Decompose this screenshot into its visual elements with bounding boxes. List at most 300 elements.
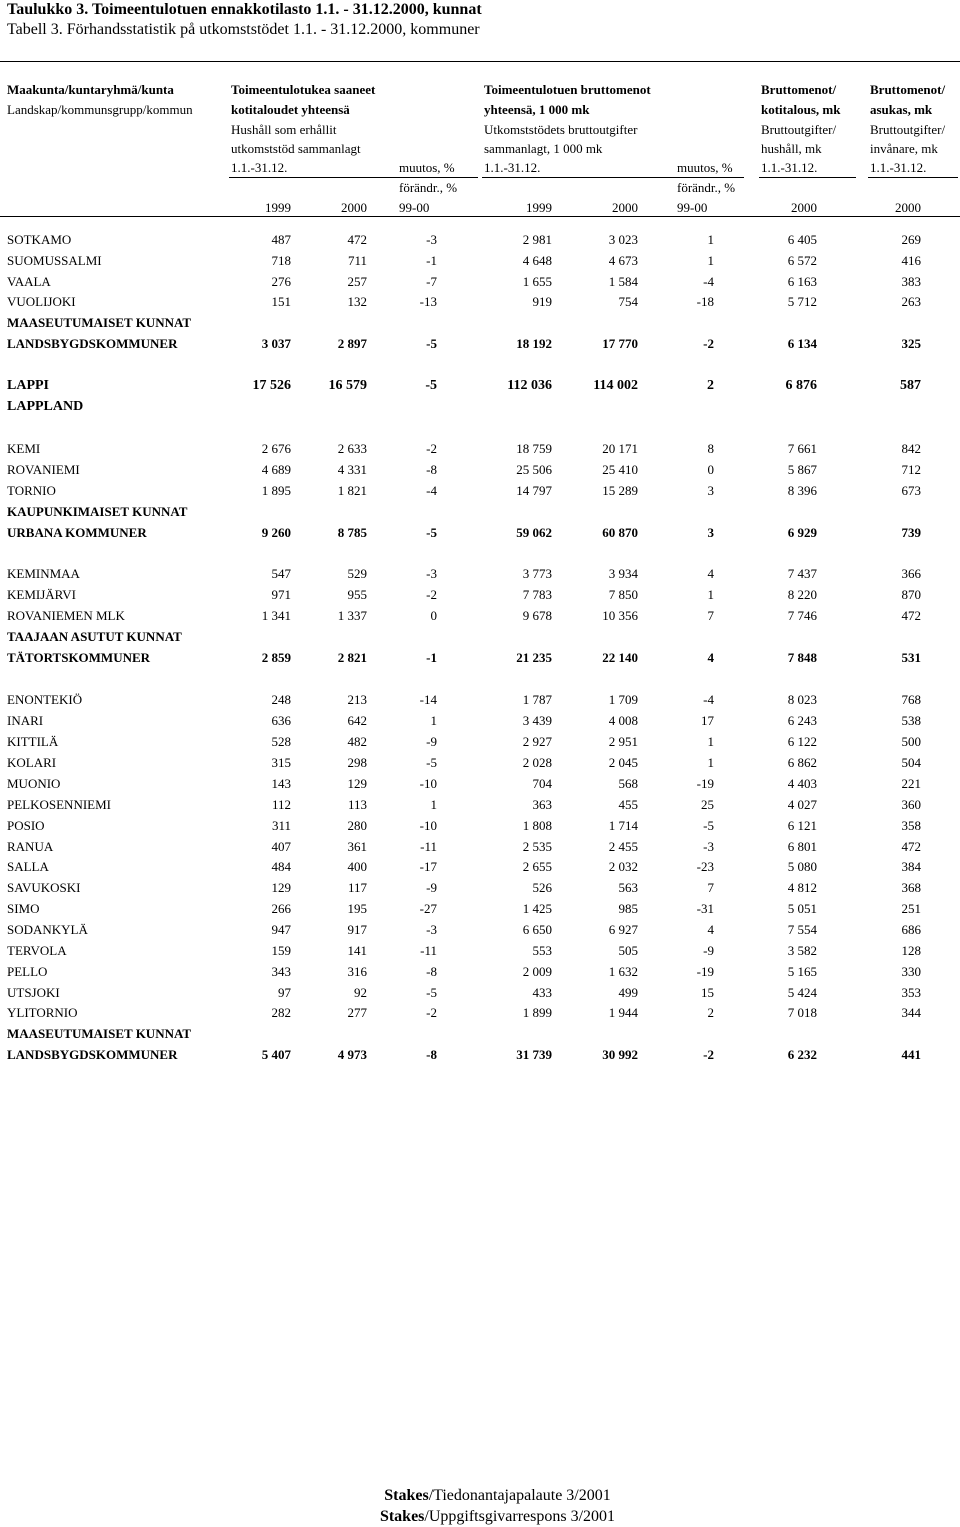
expenditure-1999-cell: 2 655 (522, 859, 552, 874)
households-2000-cell: 955 (347, 587, 367, 602)
header-per-capita-fi-1: Bruttomenot/ (870, 82, 946, 97)
expenditure-per-household-cell: 7 554 (787, 922, 817, 937)
expenditure-per-household-cell: 6 243 (787, 713, 817, 728)
expenditure-change-cell: 4 (707, 922, 714, 937)
expenditure-change-cell: 1 (707, 734, 714, 749)
households-2000-cell: 472 (347, 232, 367, 247)
expenditure-1999-cell: 2 535 (522, 839, 552, 854)
table-row (0, 982, 960, 1003)
expenditure-per-capita-cell: 587 (900, 378, 921, 393)
municipality-name: KEMI (7, 441, 41, 456)
table-row (0, 898, 960, 919)
expenditure-1999-cell: 21 235 (516, 650, 552, 665)
municipality-name: TORNIO (7, 483, 56, 498)
expenditure-per-household-cell: 4 027 (787, 797, 817, 812)
expenditure-per-capita-cell: 251 (901, 901, 921, 916)
expenditure-per-capita-cell: 344 (901, 1005, 921, 1020)
municipality-name: INARI (7, 713, 44, 728)
households-2000-cell: 195 (347, 901, 367, 916)
header-period-per-household: 1.1.-31.12. (761, 160, 818, 175)
header-rule-households (229, 177, 478, 178)
table-title-fi: Taulukko 3. Toimeentulotuen ennakkotilasto 1.1. - 31.12.2000, kunnat (7, 1, 482, 18)
expenditure-per-household-cell: 5 867 (787, 462, 817, 477)
table-row (0, 877, 960, 898)
table-row (0, 752, 960, 773)
table-row (0, 961, 960, 982)
households-1999-cell: 718 (271, 253, 291, 268)
households-change-cell: -4 (426, 483, 437, 498)
expenditure-per-household-cell: 6 122 (787, 734, 817, 749)
table-row (0, 271, 960, 292)
expenditure-1999-cell: 59 062 (516, 525, 552, 540)
municipality-name: MAASEUTUMAISET KUNNAT (7, 315, 192, 330)
expenditure-1999-cell: 1 655 (522, 274, 552, 289)
expenditure-1999-cell: 6 650 (522, 922, 552, 937)
expenditure-per-household-cell: 5 165 (787, 964, 817, 979)
expenditure-1999-cell: 1 787 (522, 692, 552, 707)
expenditure-1999-cell: 1 425 (522, 901, 552, 916)
municipality-name: KAUPUNKIMAISET KUNNAT (7, 504, 188, 519)
header-per-household-fi-1: Bruttomenot/ (761, 82, 837, 97)
table-row (0, 710, 960, 731)
table-row (0, 333, 960, 354)
expenditure-change-cell: 1 (707, 755, 714, 770)
header-period-per-capita: 1.1.-31.12. (870, 160, 927, 175)
expenditure-2000-cell: 1 944 (608, 1005, 638, 1020)
expenditure-per-household-cell: 8 220 (787, 587, 817, 602)
households-2000-cell: 711 (347, 253, 367, 268)
expenditure-1999-cell: 9 678 (522, 608, 552, 623)
municipality-name: VUOLIJOKI (7, 294, 76, 309)
table-row (0, 836, 960, 857)
header-expenditure-fi-2: yhteensä, 1 000 mk (484, 102, 590, 117)
table-row (0, 1023, 960, 1044)
expenditure-2000-cell: 1 632 (608, 964, 638, 979)
households-1999-cell: 636 (271, 713, 291, 728)
households-1999-cell: 2 859 (261, 650, 291, 665)
header-year-2000-per-household: 2000 (791, 200, 817, 215)
households-1999-cell: 9 260 (261, 525, 291, 540)
expenditure-per-capita-cell: 712 (901, 462, 921, 477)
table-row (0, 856, 960, 877)
households-1999-cell: 97 (278, 985, 291, 1000)
households-change-cell: -1 (426, 650, 437, 665)
municipality-name: SOTKAMO (7, 232, 72, 247)
expenditure-1999-cell: 1 808 (522, 818, 552, 833)
table-row (0, 940, 960, 961)
expenditure-2000-cell: 25 410 (602, 462, 638, 477)
expenditure-per-capita-cell: 383 (901, 274, 921, 289)
expenditure-1999-cell: 2 981 (522, 232, 552, 247)
households-change-cell: -14 (419, 692, 437, 707)
municipality-name: ROVANIEMI (7, 462, 80, 477)
footer-text-sv: /Uppgiftsgivarrespons 3/2001 (424, 1508, 616, 1525)
header-rule-expenditure (482, 177, 744, 178)
table-row (0, 815, 960, 836)
expenditure-per-household-cell: 7 661 (787, 441, 817, 456)
expenditure-2000-cell: 2 032 (608, 859, 638, 874)
households-change-cell: -1 (426, 253, 437, 268)
expenditure-2000-cell: 7 850 (608, 587, 638, 602)
footer-text-fi: /Tiedonantajapalaute 3/2001 (428, 1487, 611, 1504)
expenditure-per-household-cell: 6 405 (787, 232, 817, 247)
expenditure-per-household-cell: 6 134 (787, 336, 817, 351)
table-row (0, 438, 960, 459)
households-change-cell: -5 (426, 525, 437, 540)
expenditure-change-cell: 15 (701, 985, 714, 1000)
expenditure-per-capita-cell: 472 (901, 608, 921, 623)
expenditure-per-household-cell: 4 812 (787, 880, 817, 895)
households-change-cell: -2 (426, 1005, 437, 1020)
expenditure-1999-cell: 553 (532, 943, 552, 958)
households-2000-cell: 277 (347, 1005, 367, 1020)
households-change-cell: -5 (426, 755, 437, 770)
header-change-fi-expenditure: muutos, % (677, 160, 733, 175)
expenditure-change-cell: 2 (707, 378, 714, 393)
expenditure-per-household-cell: 8 023 (787, 692, 817, 707)
households-1999-cell: 276 (271, 274, 291, 289)
expenditure-per-household-cell: 6 163 (787, 274, 817, 289)
header-change-years-expenditure: 99-00 (677, 200, 708, 215)
expenditure-change-cell: 1 (707, 232, 714, 247)
municipality-name: SIMO (7, 901, 40, 916)
households-change-cell: -13 (419, 294, 437, 309)
header-year-2000-expenditure: 2000 (612, 200, 638, 215)
expenditure-change-cell: -2 (703, 1047, 714, 1062)
households-1999-cell: 528 (271, 734, 291, 749)
expenditure-2000-cell: 1 709 (608, 692, 638, 707)
households-1999-cell: 947 (271, 922, 291, 937)
expenditure-per-household-cell: 6 572 (787, 253, 817, 268)
households-change-cell: -3 (426, 566, 437, 581)
expenditure-per-capita-cell: 325 (901, 336, 921, 351)
expenditure-change-cell: -19 (696, 964, 714, 979)
header-rule-per-household (759, 177, 856, 178)
expenditure-2000-cell: 15 289 (602, 483, 638, 498)
expenditure-per-household-cell: 6 862 (787, 755, 817, 770)
municipality-name: SODANKYLÄ (7, 922, 88, 937)
municipality-name: YLITORNIO (7, 1005, 78, 1020)
households-2000-cell: 4 973 (337, 1047, 367, 1062)
households-2000-cell: 2 633 (337, 441, 367, 456)
expenditure-change-cell: 7 (707, 608, 714, 623)
table-row (0, 626, 960, 647)
expenditure-per-capita-cell: 673 (901, 483, 921, 498)
households-1999-cell: 143 (271, 776, 291, 791)
table-row (0, 584, 960, 605)
households-2000-cell: 2 897 (337, 336, 367, 351)
expenditure-2000-cell: 3 934 (608, 566, 638, 581)
expenditure-change-cell: 3 (707, 483, 714, 498)
expenditure-per-capita-cell: 360 (901, 797, 921, 812)
header-period-expenditure: 1.1.-31.12. (484, 160, 541, 175)
expenditure-change-cell: 7 (707, 880, 714, 895)
expenditure-change-cell: -3 (703, 839, 714, 854)
households-change-cell: -9 (426, 734, 437, 749)
header-per-household-sv-2: hushåll, mk (761, 141, 822, 156)
households-1999-cell: 484 (271, 859, 291, 874)
expenditure-per-household-cell: 6 801 (787, 839, 817, 854)
header-year-2000-per-capita: 2000 (895, 200, 921, 215)
expenditure-change-cell: -31 (696, 901, 714, 916)
municipality-name: URBANA KOMMUNER (7, 525, 147, 540)
header-households-sv-2: utkomststöd sammanlagt (231, 141, 361, 156)
expenditure-per-household-cell: 8 396 (787, 483, 817, 498)
households-2000-cell: 8 785 (337, 525, 367, 540)
households-change-cell: -5 (426, 985, 437, 1000)
table-row (0, 563, 960, 584)
table-row (0, 375, 960, 396)
expenditure-per-capita-cell: 368 (901, 880, 921, 895)
table-row (0, 250, 960, 271)
header-change-sv-expenditure: förändr., % (677, 180, 736, 195)
households-1999-cell: 1 895 (261, 483, 291, 498)
households-1999-cell: 17 526 (252, 378, 291, 393)
table-row (0, 480, 960, 501)
expenditure-2000-cell: 10 356 (602, 608, 638, 623)
expenditure-1999-cell: 2 028 (522, 755, 552, 770)
expenditure-change-cell: 25 (701, 797, 714, 812)
households-2000-cell: 280 (347, 818, 367, 833)
expenditure-change-cell: -19 (696, 776, 714, 791)
expenditure-change-cell: 17 (701, 713, 714, 728)
expenditure-1999-cell: 3 773 (522, 566, 552, 581)
municipality-name: RANUA (7, 839, 54, 854)
header-top-rule (0, 61, 960, 62)
header-bottom-rule (0, 216, 960, 217)
expenditure-change-cell: 0 (707, 462, 714, 477)
header-period-households: 1.1.-31.12. (231, 160, 288, 175)
expenditure-2000-cell: 455 (618, 797, 638, 812)
households-1999-cell: 487 (271, 232, 291, 247)
expenditure-per-household-cell: 6 232 (787, 1047, 817, 1062)
expenditure-per-capita-cell: 330 (901, 964, 921, 979)
households-2000-cell: 92 (354, 985, 367, 1000)
households-1999-cell: 2 676 (261, 441, 291, 456)
households-1999-cell: 315 (271, 755, 291, 770)
households-1999-cell: 547 (271, 566, 291, 581)
expenditure-per-capita-cell: 686 (901, 922, 921, 937)
expenditure-per-household-cell: 4 403 (787, 776, 817, 791)
municipality-name: TERVOLA (7, 943, 67, 958)
table-row (0, 919, 960, 940)
households-change-cell: -7 (426, 274, 437, 289)
header-area-fi: Maakunta/kuntaryhmä/kunta (7, 82, 174, 97)
expenditure-2000-cell: 4 008 (608, 713, 638, 728)
households-2000-cell: 16 579 (328, 378, 367, 393)
households-1999-cell: 151 (271, 294, 291, 309)
expenditure-2000-cell: 2 951 (608, 734, 638, 749)
expenditure-2000-cell: 499 (618, 985, 638, 1000)
expenditure-per-household-cell: 5 424 (787, 985, 817, 1000)
expenditure-per-capita-cell: 269 (901, 232, 921, 247)
expenditure-change-cell: -5 (703, 818, 714, 833)
expenditure-1999-cell: 25 506 (516, 462, 552, 477)
expenditure-per-capita-cell: 739 (901, 525, 921, 540)
expenditure-per-household-cell: 7 018 (787, 1005, 817, 1020)
expenditure-2000-cell: 22 140 (602, 650, 638, 665)
expenditure-per-capita-cell: 500 (901, 734, 921, 749)
footer-org-fi: Stakes (384, 1487, 429, 1504)
households-change-cell: -17 (419, 859, 437, 874)
expenditure-2000-cell: 6 927 (608, 922, 638, 937)
table-row (0, 522, 960, 543)
households-1999-cell: 407 (271, 839, 291, 854)
table-row (0, 229, 960, 250)
municipality-name: VAALA (7, 274, 51, 289)
expenditure-per-capita-cell: 504 (901, 755, 921, 770)
municipality-name: KITTILÄ (7, 734, 59, 749)
municipality-name: LANDSBYGDSKOMMUNER (7, 1047, 178, 1062)
households-change-cell: -9 (426, 880, 437, 895)
expenditure-per-household-cell: 7 437 (787, 566, 817, 581)
municipality-name: KEMINMAA (7, 566, 80, 581)
expenditure-2000-cell: 30 992 (602, 1047, 638, 1062)
households-2000-cell: 257 (347, 274, 367, 289)
expenditure-per-capita-cell: 416 (901, 253, 921, 268)
expenditure-per-capita-cell: 768 (901, 692, 921, 707)
table-row (0, 291, 960, 312)
households-2000-cell: 642 (347, 713, 367, 728)
expenditure-2000-cell: 17 770 (602, 336, 638, 351)
expenditure-2000-cell: 2 045 (608, 755, 638, 770)
municipality-name: MAASEUTUMAISET KUNNAT (7, 1026, 192, 1041)
expenditure-per-capita-cell: 128 (901, 943, 921, 958)
expenditure-per-household-cell: 6 929 (787, 525, 817, 540)
households-1999-cell: 4 689 (261, 462, 291, 477)
expenditure-change-cell: 4 (707, 650, 714, 665)
households-change-cell: 1 (430, 713, 437, 728)
header-per-capita-sv-1: Bruttoutgifter/ (870, 122, 946, 137)
header-per-household-sv-1: Bruttoutgifter/ (761, 122, 837, 137)
table-title-sv: Tabell 3. Förhandsstatistik på utkomststödet 1.1. - 31.12.2000, kommuner (7, 21, 480, 38)
households-change-cell: -11 (420, 943, 437, 958)
expenditure-per-capita-cell: 263 (901, 294, 921, 309)
households-change-cell: -8 (426, 462, 437, 477)
expenditure-1999-cell: 2 009 (522, 964, 552, 979)
expenditure-1999-cell: 112 036 (507, 378, 552, 393)
households-2000-cell: 917 (347, 922, 367, 937)
expenditure-per-household-cell: 5 080 (787, 859, 817, 874)
expenditure-change-cell: 3 (707, 525, 714, 540)
expenditure-change-cell: 4 (707, 566, 714, 581)
header-change-sv-households: förändr., % (399, 180, 458, 195)
municipality-name: SALLA (7, 859, 49, 874)
households-2000-cell: 129 (347, 776, 367, 791)
header-expenditure-sv-1: Utkomststödets bruttoutgifter (484, 122, 638, 137)
households-2000-cell: 361 (347, 839, 367, 854)
header-per-capita-sv-2: invånare, mk (870, 141, 938, 156)
households-2000-cell: 113 (347, 797, 367, 812)
households-2000-cell: 213 (347, 692, 367, 707)
households-2000-cell: 4 331 (337, 462, 367, 477)
households-change-cell: -10 (419, 818, 437, 833)
header-expenditure-fi-1: Toimeentulotuen bruttomenot (484, 82, 651, 97)
households-change-cell: 1 (430, 797, 437, 812)
municipality-name: SAVUKOSKI (7, 880, 81, 895)
expenditure-2000-cell: 568 (618, 776, 638, 791)
expenditure-change-cell: -4 (703, 274, 714, 289)
expenditure-1999-cell: 1 899 (522, 1005, 552, 1020)
expenditure-per-household-cell: 7 848 (787, 650, 817, 665)
expenditure-per-capita-cell: 221 (901, 776, 921, 791)
expenditure-1999-cell: 433 (532, 985, 552, 1000)
expenditure-per-household-cell: 5 712 (787, 294, 817, 309)
header-per-capita-fi-2: asukas, mk (870, 102, 933, 117)
expenditure-change-cell: 8 (707, 441, 714, 456)
municipality-name: PELLO (7, 964, 48, 979)
households-change-cell: -2 (426, 441, 437, 456)
households-2000-cell: 132 (347, 294, 367, 309)
expenditure-2000-cell: 754 (618, 294, 638, 309)
expenditure-per-capita-cell: 870 (901, 587, 921, 602)
municipality-name: ROVANIEMEN MLK (7, 608, 125, 623)
households-change-cell: -8 (426, 964, 437, 979)
expenditure-per-household-cell: 3 582 (787, 943, 817, 958)
expenditure-change-cell: -2 (703, 336, 714, 351)
header-expenditure-sv-2: sammanlagt, 1 000 mk (484, 141, 603, 156)
households-1999-cell: 343 (271, 964, 291, 979)
expenditure-2000-cell: 2 455 (608, 839, 638, 854)
expenditure-per-capita-cell: 531 (901, 650, 921, 665)
expenditure-1999-cell: 363 (532, 797, 552, 812)
table-row (0, 794, 960, 815)
header-change-years-households: 99-00 (399, 200, 430, 215)
table-row (0, 1002, 960, 1023)
households-1999-cell: 282 (271, 1005, 291, 1020)
households-change-cell: -5 (426, 336, 437, 351)
households-2000-cell: 400 (347, 859, 367, 874)
households-1999-cell: 129 (271, 880, 291, 895)
households-change-cell: -10 (419, 776, 437, 791)
expenditure-1999-cell: 919 (532, 294, 552, 309)
households-2000-cell: 482 (347, 734, 367, 749)
expenditure-2000-cell: 563 (618, 880, 638, 895)
expenditure-per-capita-cell: 842 (901, 441, 921, 456)
municipality-name: TAAJAAN ASUTUT KUNNAT (7, 629, 182, 644)
header-year-2000-households: 2000 (341, 200, 367, 215)
municipality-name: ENONTEKIÖ (7, 692, 83, 707)
expenditure-per-household-cell: 6 876 (785, 378, 817, 393)
expenditure-change-cell: 1 (707, 253, 714, 268)
expenditure-1999-cell: 4 648 (522, 253, 552, 268)
households-1999-cell: 1 341 (261, 608, 291, 623)
table-row (0, 312, 960, 333)
expenditure-per-capita-cell: 366 (901, 566, 921, 581)
expenditure-change-cell: 1 (707, 587, 714, 602)
households-1999-cell: 248 (271, 692, 291, 707)
municipality-name: PELKOSENNIEMI (7, 797, 111, 812)
expenditure-1999-cell: 2 927 (522, 734, 552, 749)
expenditure-1999-cell: 526 (532, 880, 552, 895)
table-row (0, 1044, 960, 1065)
expenditure-1999-cell: 3 439 (522, 713, 552, 728)
expenditure-per-household-cell: 5 051 (787, 901, 817, 916)
header-households-fi-1: Toimeentulotukea saaneet (231, 82, 376, 97)
expenditure-per-capita-cell: 384 (901, 859, 921, 874)
households-2000-cell: 316 (347, 964, 367, 979)
households-1999-cell: 3 037 (261, 336, 291, 351)
expenditure-2000-cell: 985 (618, 901, 638, 916)
households-2000-cell: 117 (347, 880, 367, 895)
expenditure-2000-cell: 4 673 (608, 253, 638, 268)
header-households-fi-2: kotitaloudet yhteensä (231, 102, 350, 117)
expenditure-1999-cell: 14 797 (516, 483, 552, 498)
households-change-cell: 0 (430, 608, 437, 623)
expenditure-per-capita-cell: 358 (901, 818, 921, 833)
expenditure-1999-cell: 7 783 (522, 587, 552, 602)
expenditure-1999-cell: 704 (532, 776, 552, 791)
